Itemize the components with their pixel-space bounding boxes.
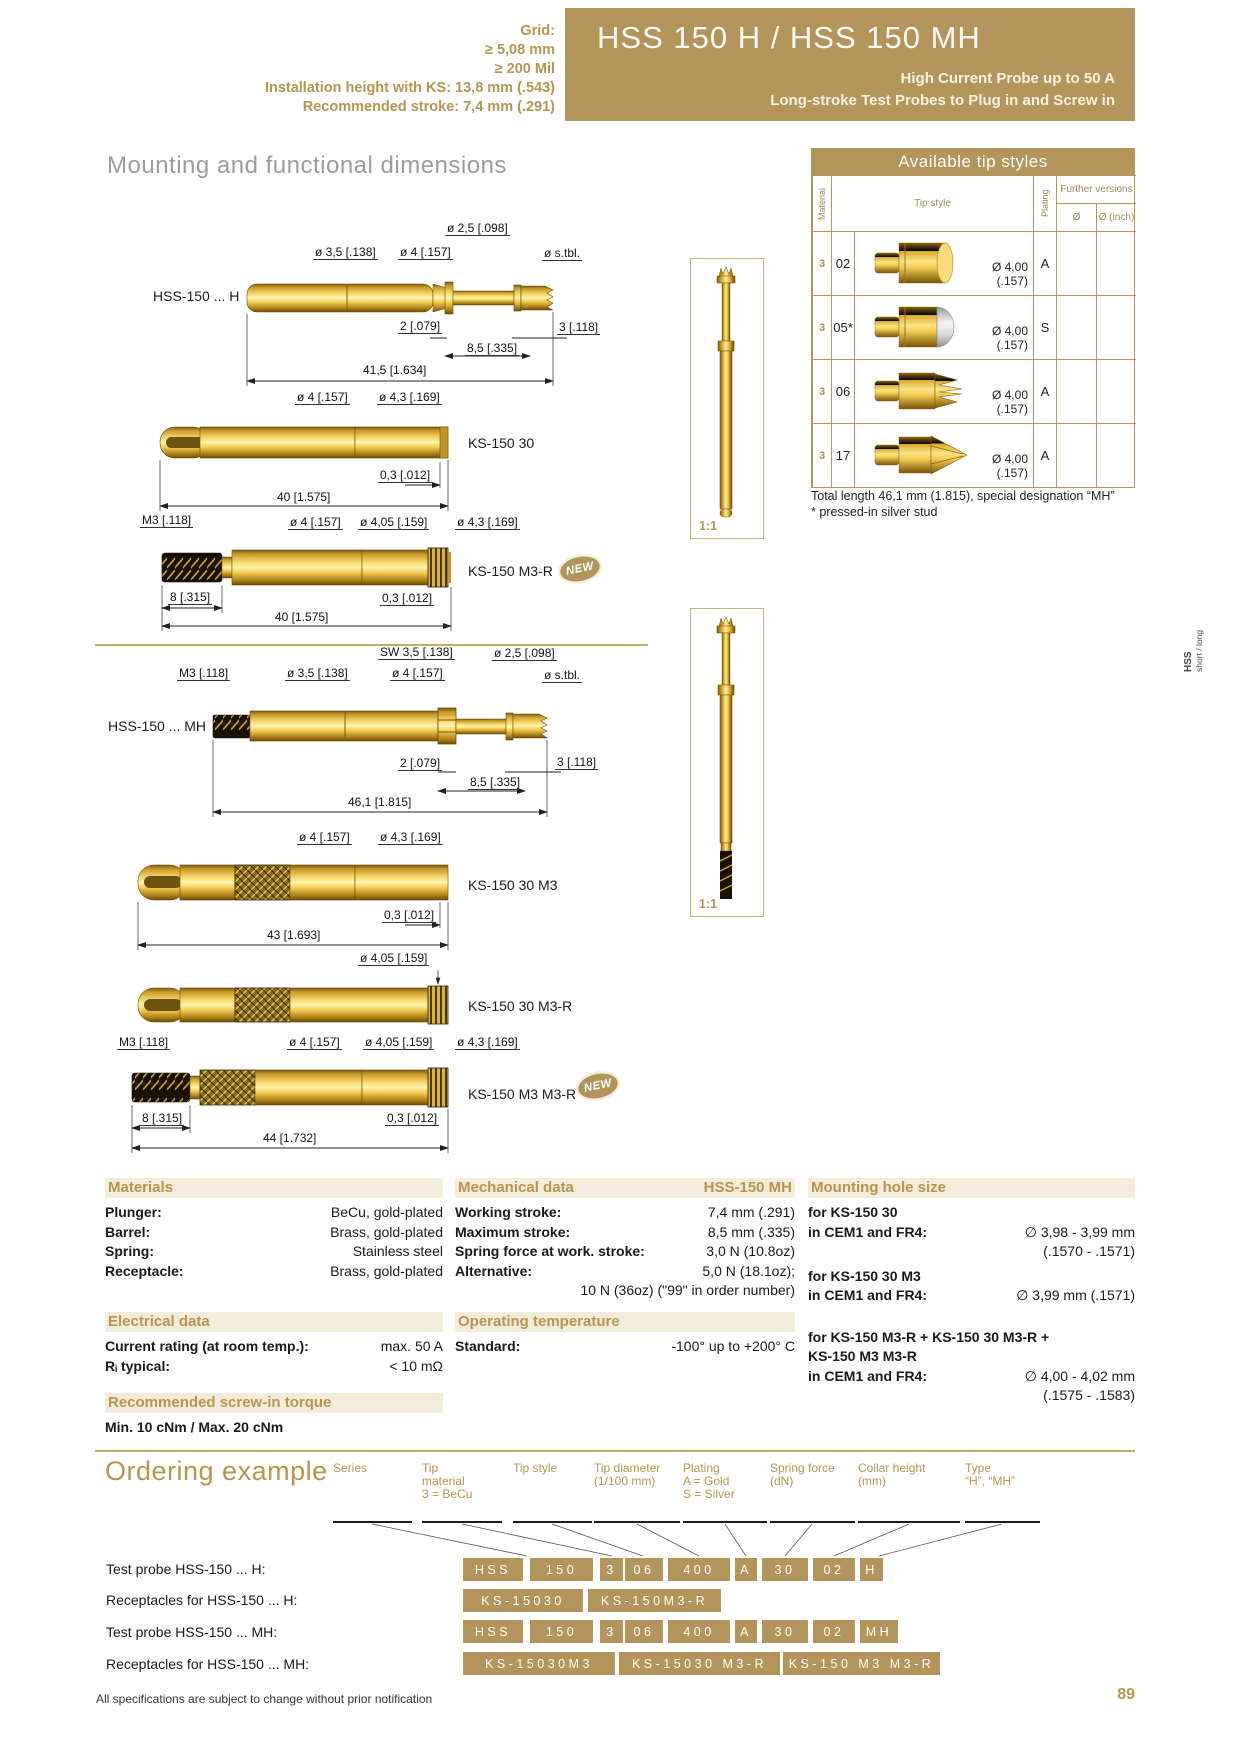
torque-title: Recommended screw-in torque xyxy=(108,1394,332,1411)
torque-section xyxy=(105,1393,443,1438)
material-value: Brass, gold-plated xyxy=(330,1223,443,1240)
ordering-col-tip-diameter: Tip diameter (1/100 mm) xyxy=(594,1461,661,1488)
mech-label: Spring force at work. stroke: xyxy=(455,1243,645,1259)
tip-table-grid xyxy=(812,175,1134,487)
material-value: Brass, gold-plated xyxy=(330,1262,443,1279)
material-value: Stainless steel xyxy=(352,1243,443,1259)
material-label: Barrel: xyxy=(105,1223,151,1240)
col-header-further-versions: Further versions xyxy=(1056,175,1136,203)
ordering-col-spring-force: Spring force (dN) xyxy=(770,1461,835,1488)
subtitle-1: High Current Probe up to 50 A xyxy=(900,70,1115,87)
dim-total-43: 43 [1.693] xyxy=(267,928,321,942)
mechanical-section xyxy=(455,1178,795,1301)
mech-value: 7,4 mm (.291) xyxy=(707,1204,795,1220)
col-header-material: Material xyxy=(812,175,831,231)
tip-dia-inch: (.157) xyxy=(996,466,1028,480)
dim-dia-4-05: ø 4,05 [.159] xyxy=(360,515,428,529)
order-box-receptacle: KS-150M3-R xyxy=(588,1589,721,1612)
dim-0-3: 0,3 [.012] xyxy=(387,1111,438,1125)
scale-probe-box-h xyxy=(690,258,764,539)
mech-value: 8,5 mm (.335) xyxy=(707,1223,795,1240)
drawing-label-ks-150-m3-m3-r: KS-150 M3 M3-R xyxy=(468,1086,577,1102)
new-badge: NEW xyxy=(574,1068,623,1105)
tip-dia: Ø 4,00 xyxy=(991,388,1028,402)
order-box-plating: A xyxy=(735,1620,757,1643)
dim-dia-2-5: ø 2,5 [.098] xyxy=(447,221,508,235)
mounting-value: ∅ 3,99 mm (.1571) xyxy=(1016,1287,1135,1303)
tab-range: short / long xyxy=(1194,629,1204,672)
tip-dia: Ø 4,00 xyxy=(991,324,1028,338)
ordering-col-type: Type “H”, “MH” xyxy=(965,1461,1015,1488)
dim-dia-2-5: ø 2,5 [.098] xyxy=(494,646,555,660)
mech-value: 5,0 N (18.1oz); xyxy=(702,1262,795,1279)
tip-dia-inch: (.157) xyxy=(996,274,1028,288)
tip-dia: Ø 4,00 xyxy=(991,260,1028,274)
order-box-type: H xyxy=(860,1558,883,1581)
mounting-value: ∅ 4,00 - 4,02 mm xyxy=(1024,1367,1135,1384)
dim-total-44: 44 [1.732] xyxy=(263,1131,317,1145)
tip-row-further-dia-inch xyxy=(1096,231,1136,295)
footer-note: All specifications are subject to change without prior notification xyxy=(96,1692,433,1706)
dim-dia-4-05: ø 4,05 [.159] xyxy=(365,1035,433,1049)
dim-total-40: 40 [1.575] xyxy=(277,490,331,504)
tip-graphic-flat-icon xyxy=(869,236,989,290)
tip-styles-table xyxy=(811,148,1135,488)
dim-dia-4: ø 4 [.157] xyxy=(297,390,348,404)
tip-row-image-flat xyxy=(854,231,1033,295)
mech-label: Working stroke: xyxy=(455,1204,562,1220)
electrical-value: max. 50 A xyxy=(380,1338,443,1354)
order-box-spring-force: 30 xyxy=(762,1620,808,1643)
order-box-receptacle: KS-15030M3 xyxy=(463,1652,615,1675)
drawing-label-hss-mh: HSS-150 ... MH xyxy=(108,718,207,734)
page-title: HSS 150 H / HSS 150 MH xyxy=(597,20,981,55)
material-value: BeCu, gold-plated xyxy=(330,1204,443,1220)
dim-sw-3-5: SW 3,5 [.138] xyxy=(380,645,453,659)
tip-row-plating: S xyxy=(1033,295,1056,359)
col-header-tip-style: Tip style xyxy=(831,175,1033,231)
page-number: 89 xyxy=(1117,1686,1135,1703)
mounting-title: Mounting hole size xyxy=(811,1179,946,1196)
dim-dia-see-table: ø s.tbl. xyxy=(544,246,581,260)
order-box-series-num: 150 xyxy=(530,1558,593,1581)
col-header-dia-inch: Ø (inch) xyxy=(1096,203,1136,231)
dim-dia-4-3: ø 4,3 [.169] xyxy=(457,515,518,529)
tab-series: HSS xyxy=(1183,651,1194,672)
dim-3: 3 [.118] xyxy=(557,755,597,769)
material-label: Receptacle: xyxy=(105,1262,184,1279)
dim-0-3: 0,3 [.012] xyxy=(382,591,433,605)
order-box-tip-diameter: 400 xyxy=(668,1620,730,1643)
ordering-title: Ordering example xyxy=(105,1456,328,1486)
tip-row-plating: A xyxy=(1033,359,1056,423)
materials-title: Materials xyxy=(108,1179,174,1196)
dim-m3: M3 [.118] xyxy=(179,666,229,680)
drawing-label-hss-h: HSS-150 ... H xyxy=(153,288,240,304)
ordering-col-plating: Plating A = Gold S = Silver xyxy=(683,1461,735,1501)
section-divider xyxy=(95,644,648,646)
order-box-receptacle: KS-150 M3 M3-R xyxy=(783,1652,940,1675)
temperature-label: Standard: xyxy=(455,1338,521,1354)
mounting-line: in CEM1 and FR4: xyxy=(808,1287,928,1303)
col-header-plating: Plating xyxy=(1033,175,1056,231)
tip-row-material: 3 xyxy=(812,359,831,423)
tip-table-note-1: Total length 46,1 mm (1.815), special designation “MH” xyxy=(811,489,1115,503)
tip-row-material: 3 xyxy=(812,423,831,487)
temperature-value: -100° up to +200° C xyxy=(671,1338,795,1354)
dim-8: 8 [.315] xyxy=(142,1111,183,1125)
ordering-col-series: Series xyxy=(333,1461,368,1475)
mounting-group-name: for KS-150 M3-R + KS-150 30 M3-R + xyxy=(808,1328,1050,1345)
order-box-series: HSS xyxy=(463,1558,523,1581)
materials-section xyxy=(105,1178,443,1281)
tip-row-code: 05* xyxy=(831,295,854,359)
dim-dia-4-3: ø 4,3 [.169] xyxy=(379,390,440,404)
material-label: Plunger: xyxy=(105,1204,162,1220)
title-banner xyxy=(565,8,1135,121)
order-box-series: HSS xyxy=(463,1620,523,1643)
recommended-stroke: Recommended stroke: 7,4 mm (.291) xyxy=(302,99,555,115)
mounting-line: in CEM1 and FR4: xyxy=(808,1367,928,1384)
tip-graphic-cone-icon xyxy=(869,428,989,482)
order-box-tip-material: 3 xyxy=(600,1620,623,1643)
drawing-label-ks-150-30-m3: KS-150 30 M3 xyxy=(468,877,558,893)
order-box-tip-style: 06 xyxy=(625,1620,663,1643)
electrical-label: Current rating (at room temp.): xyxy=(105,1338,309,1354)
tip-row-plating: A xyxy=(1033,423,1056,487)
ordering-row-label: Test probe HSS-150 ... H: xyxy=(106,1561,266,1577)
order-box-type: MH xyxy=(860,1620,898,1643)
order-box-spring-force: 30 xyxy=(762,1558,808,1581)
tip-row-material: 3 xyxy=(812,295,831,359)
drawing-label-ks-150-30: KS-150 30 xyxy=(468,435,535,451)
tip-row-code: 17 xyxy=(831,423,854,487)
mounting-value-inch: (.1575 - .1583) xyxy=(1043,1387,1135,1403)
mounting-hole-section xyxy=(808,1178,1135,1406)
electrical-value: < 10 mΩ xyxy=(389,1357,443,1374)
mech-label: Alternative: xyxy=(455,1262,533,1279)
dim-dia-4: ø 4 [.157] xyxy=(299,830,350,844)
dim-dia-4: ø 4 [.157] xyxy=(392,666,443,680)
dim-dia-4-3: ø 4,3 [.169] xyxy=(457,1035,518,1049)
tip-graphic-crown-icon xyxy=(869,364,989,418)
order-box-receptacle: KS-15030 M3-R xyxy=(619,1652,780,1675)
tip-table-note-2: * pressed-in silver stud xyxy=(811,505,938,519)
ordering-row-label: Test probe HSS-150 ... MH: xyxy=(106,1624,278,1640)
new-badge: NEW xyxy=(556,551,605,588)
mechanical-product: HSS-150 MH xyxy=(703,1179,792,1196)
scale-label: 1:1 xyxy=(699,897,718,911)
order-box-receptacle: KS-15030 xyxy=(463,1589,583,1612)
order-box-plating: A xyxy=(735,1558,757,1581)
grid-mm: ≥ 5,08 mm xyxy=(484,42,555,58)
mech-label: Maximum stroke: xyxy=(455,1223,571,1240)
page-edge-tab xyxy=(1183,592,1205,672)
tip-row-plating: A xyxy=(1033,231,1056,295)
mounting-value: ∅ 3,98 - 3,99 mm xyxy=(1024,1223,1135,1240)
dim-0-3: 0,3 [.012] xyxy=(380,468,431,482)
order-box-tip-style: 06 xyxy=(625,1558,663,1581)
dim-dia-3-5: ø 3,5 [.138] xyxy=(315,245,376,259)
ordering-connectors xyxy=(95,1448,1141,1568)
installation-height: Installation height with KS: 13,8 mm (.543) xyxy=(264,80,555,96)
dim-m3: M3 [.118] xyxy=(142,513,192,527)
order-box-collar-height: 02 xyxy=(813,1620,855,1643)
dim-8-5: 8,5 [.335] xyxy=(470,775,521,789)
tip-row-code: 06 xyxy=(831,359,854,423)
tip-dia-inch: (.157) xyxy=(996,338,1028,352)
order-box-tip-material: 3 xyxy=(600,1558,623,1581)
dim-2: 2 [.079] xyxy=(400,756,441,770)
dim-m3: M3 [.118] xyxy=(119,1035,169,1049)
grid-label: Grid: xyxy=(520,23,555,39)
grid-mil: ≥ 200 Mil xyxy=(494,61,555,77)
order-box-series-num: 150 xyxy=(530,1620,593,1643)
dim-total-41-5: 41,5 [1.634] xyxy=(363,363,427,377)
electrical-title: Electrical data xyxy=(108,1313,210,1330)
mounting-value-inch: (.1570 - .1571) xyxy=(1043,1243,1135,1259)
tip-graphic-silver-dome-icon xyxy=(869,300,989,354)
drawing-label-ks-150-30-m3-r: KS-150 30 M3-R xyxy=(468,998,573,1014)
ordering-col-tip-material: Tip material 3 = BeCu xyxy=(422,1461,473,1501)
scale-label: 1:1 xyxy=(699,519,718,533)
header-specs xyxy=(60,22,555,117)
tip-dia: Ø 4,00 xyxy=(991,452,1028,466)
drawing-label-ks-150-m3-r: KS-150 M3-R xyxy=(468,563,553,579)
torque-value: Min. 10 cNm / Max. 20 cNm xyxy=(105,1419,284,1435)
dim-dia-4-3: ø 4,3 [.169] xyxy=(380,830,441,844)
section-heading: Mounting and functional dimensions xyxy=(107,152,507,179)
dim-8: 8 [.315] xyxy=(170,590,211,604)
scale-probe-box-mh xyxy=(690,608,764,917)
tip-row-further-dia xyxy=(1056,231,1096,295)
ordering-row-label: Receptacles for HSS-150 ... H: xyxy=(106,1592,298,1608)
mounting-group-name: KS-150 M3 M3-R xyxy=(808,1348,917,1364)
mounting-group-name: for KS-150 30 xyxy=(808,1204,898,1220)
mounting-line: in CEM1 and FR4: xyxy=(808,1223,928,1240)
dim-dia-see-table: ø s.tbl. xyxy=(544,668,581,682)
tip-row-material: 3 xyxy=(812,231,831,295)
temperature-section xyxy=(455,1312,795,1357)
dim-dia-3-5: ø 3,5 [.138] xyxy=(287,666,348,680)
temperature-title: Operating temperature xyxy=(458,1313,620,1330)
ordering-col-tip-style: Tip style xyxy=(513,1461,558,1475)
tip-row-code: 02 xyxy=(831,231,854,295)
subtitle-2: Long-stroke Test Probes to Plug in and Screw in xyxy=(770,92,1115,109)
probe-1to1-mh xyxy=(691,609,761,914)
electrical-label: Rᵢ typical: xyxy=(105,1357,170,1374)
mech-extra: 10 N (36oz) ("99" in order number) xyxy=(580,1282,795,1298)
tip-table-title: Available tip styles xyxy=(812,149,1134,175)
mounting-group-name: for KS-150 30 M3 xyxy=(808,1267,921,1284)
probe-1to1-h xyxy=(691,259,761,536)
dim-2: 2 [.079] xyxy=(400,319,441,333)
tip-dia-inch: (.157) xyxy=(996,402,1028,416)
dim-total-46-1: 46,1 [1.815] xyxy=(348,795,412,809)
mechanical-title: Mechanical data xyxy=(458,1179,574,1196)
dim-8-5: 8,5 [.335] xyxy=(467,341,518,355)
mech-value: 3,0 N (10.8oz) xyxy=(706,1243,795,1259)
dim-dia-4: ø 4 [.157] xyxy=(400,245,451,259)
dim-3: 3 [.118] xyxy=(559,320,599,334)
order-box-tip-diameter: 400 xyxy=(668,1558,730,1581)
dim-dia-4-05: ø 4,05 [.159] xyxy=(360,951,428,965)
ordering-col-collar-height: Collar height (mm) xyxy=(858,1461,926,1488)
dim-dia-4: ø 4 [.157] xyxy=(289,1035,340,1049)
dim-total-40: 40 [1.575] xyxy=(275,610,329,624)
electrical-section xyxy=(105,1312,443,1376)
tip-row-image-silver-dome xyxy=(854,295,1033,359)
ordering-row-label: Receptacles for HSS-150 ... MH: xyxy=(106,1656,310,1672)
material-label: Spring: xyxy=(105,1243,154,1259)
tip-row-image-cone xyxy=(854,423,1033,487)
tip-row-image-crown xyxy=(854,359,1033,423)
drawing-ks-150-30-m3-r xyxy=(138,970,448,1024)
dim-0-3: 0,3 [.012] xyxy=(384,908,435,922)
order-box-collar-height: 02 xyxy=(813,1558,855,1581)
col-header-dia: Ø xyxy=(1056,203,1096,231)
dim-dia-4: ø 4 [.157] xyxy=(290,515,341,529)
